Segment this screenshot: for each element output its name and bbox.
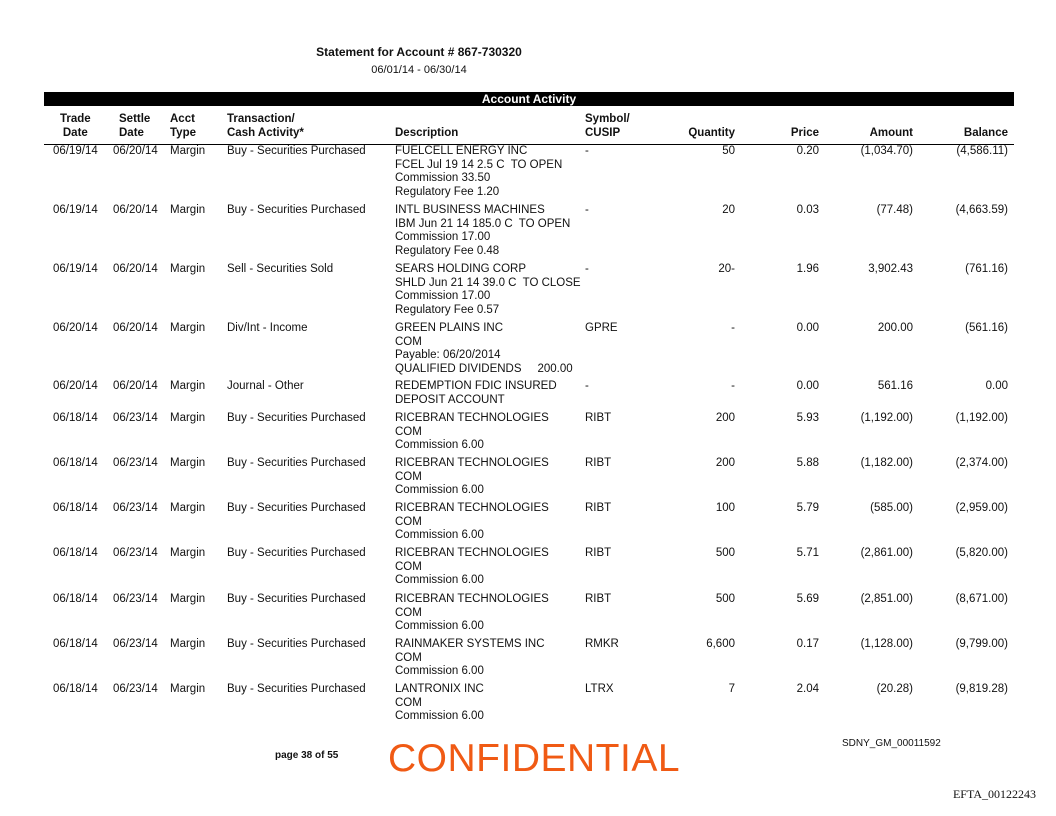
description-line: SHLD Jun 21 14 39.0 C TO CLOSE bbox=[395, 276, 581, 289]
description bbox=[395, 457, 549, 498]
balance: (761.16) bbox=[965, 263, 1008, 275]
balance: 0.00 bbox=[985, 380, 1008, 392]
quantity: 100 bbox=[715, 502, 735, 514]
description-line: Commission 17.00 bbox=[395, 290, 491, 302]
account-type: Margin bbox=[170, 145, 206, 157]
description bbox=[395, 593, 549, 634]
amount: 3,902.43 bbox=[868, 263, 913, 275]
price: 5.79 bbox=[796, 502, 819, 514]
transaction-type: Sell - Securities Sold bbox=[227, 263, 334, 275]
description bbox=[395, 322, 573, 376]
symbol: RMKR bbox=[585, 638, 619, 650]
amount: (1,034.70) bbox=[860, 145, 913, 157]
statement-period: 06/01/14 - 06/30/14 bbox=[371, 64, 467, 76]
description-line: Commission 33.50 bbox=[395, 172, 491, 184]
price: 2.04 bbox=[796, 683, 819, 695]
transaction-type: Buy - Securities Purchased bbox=[227, 412, 366, 424]
description bbox=[395, 204, 570, 258]
trade-date: 06/18/14 bbox=[53, 457, 98, 469]
col-transaction: Transaction/ Cash Activity* bbox=[227, 113, 304, 139]
balance: (9,819.28) bbox=[955, 683, 1008, 695]
trade-date: 06/18/14 bbox=[53, 638, 98, 650]
description-line: RICEBRAN TECHNOLOGIES bbox=[395, 547, 549, 559]
description bbox=[395, 502, 549, 543]
quantity: 20 bbox=[722, 204, 735, 216]
col-acct-type: Acct Type bbox=[170, 113, 196, 139]
description bbox=[395, 638, 545, 679]
symbol: RIBT bbox=[585, 502, 612, 514]
description-line: RICEBRAN TECHNOLOGIES bbox=[395, 502, 549, 514]
settle-date: 06/23/14 bbox=[113, 638, 158, 650]
description-line: COM bbox=[395, 606, 422, 619]
settle-date: 06/23/14 bbox=[113, 412, 158, 424]
balance: (2,374.00) bbox=[955, 457, 1008, 469]
description-line: Payable: 06/20/2014 bbox=[395, 349, 501, 361]
amount: 561.16 bbox=[877, 380, 913, 392]
balance: (4,663.59) bbox=[955, 204, 1008, 216]
trade-date: 06/19/14 bbox=[53, 145, 98, 157]
symbol: RIBT bbox=[585, 593, 612, 605]
description-line: REDEMPTION FDIC INSURED bbox=[395, 380, 557, 392]
account-type: Margin bbox=[170, 502, 206, 514]
col-balance: Balance bbox=[963, 127, 1008, 139]
col-trade-date: Trade Date bbox=[60, 113, 91, 139]
trade-date: 06/18/14 bbox=[53, 593, 98, 605]
settle-date: 06/23/14 bbox=[113, 547, 158, 559]
description-line: SEARS HOLDING CORP bbox=[395, 263, 526, 275]
description bbox=[395, 380, 557, 407]
price: 0.03 bbox=[796, 204, 819, 216]
account-type: Margin bbox=[170, 263, 206, 275]
amount: (2,851.00) bbox=[860, 593, 913, 605]
price: 0.00 bbox=[796, 380, 819, 392]
symbol: RIBT bbox=[585, 412, 612, 424]
description-line: IBM Jun 21 14 185.0 C TO OPEN bbox=[395, 217, 571, 230]
description-line: FCEL Jul 19 14 2.5 C TO OPEN bbox=[395, 158, 563, 171]
symbol: GPRE bbox=[585, 322, 618, 334]
quantity: 6,600 bbox=[706, 638, 735, 650]
symbol: - bbox=[585, 145, 589, 157]
balance: (9,799.00) bbox=[955, 638, 1008, 650]
amount: (585.00) bbox=[870, 502, 913, 514]
amount: (1,192.00) bbox=[860, 412, 913, 424]
statement-title: Statement for Account # 867-730320 bbox=[316, 45, 522, 59]
efta-number: EFTA_00122243 bbox=[952, 787, 1036, 801]
account-type: Margin bbox=[170, 593, 206, 605]
price: 0.20 bbox=[796, 145, 819, 157]
symbol: - bbox=[585, 263, 589, 275]
balance: (2,959.00) bbox=[955, 502, 1008, 514]
amount: (2,861.00) bbox=[860, 547, 913, 559]
description-line: Commission 6.00 bbox=[395, 620, 484, 632]
trade-date: 06/18/14 bbox=[53, 683, 98, 695]
settle-date: 06/20/14 bbox=[113, 322, 158, 334]
amount: (77.48) bbox=[876, 204, 913, 216]
price: 0.00 bbox=[796, 322, 819, 334]
description-line: COM bbox=[395, 515, 422, 528]
transaction-type: Buy - Securities Purchased bbox=[227, 502, 366, 514]
transaction-type: Buy - Securities Purchased bbox=[227, 547, 366, 559]
account-type: Margin bbox=[170, 638, 206, 650]
symbol: - bbox=[585, 204, 589, 216]
description-line: RICEBRAN TECHNOLOGIES bbox=[395, 593, 549, 605]
trade-date: 06/20/14 bbox=[53, 380, 98, 392]
account-type: Margin bbox=[170, 204, 206, 216]
balance: (4,586.11) bbox=[956, 145, 1008, 157]
description-line: COM bbox=[395, 651, 422, 664]
trade-date: 06/18/14 bbox=[53, 547, 98, 559]
description bbox=[395, 683, 484, 724]
description-line: COM bbox=[395, 470, 422, 483]
transaction-type: Buy - Securities Purchased bbox=[227, 593, 366, 605]
quantity: 200 bbox=[715, 457, 735, 469]
description-line: Commission 6.00 bbox=[395, 665, 484, 677]
settle-date: 06/23/14 bbox=[113, 502, 158, 514]
description-line: Commission 6.00 bbox=[395, 439, 484, 451]
description-line: GREEN PLAINS INC bbox=[395, 322, 503, 334]
symbol: RIBT bbox=[585, 547, 612, 559]
quantity: 50 bbox=[722, 145, 735, 157]
balance: (5,820.00) bbox=[955, 547, 1008, 559]
transaction-type: Div/Int - Income bbox=[227, 322, 308, 334]
description-line: Commission 17.00 bbox=[395, 231, 491, 243]
description-line: FUELCELL ENERGY INC bbox=[395, 145, 528, 157]
confidential-stamp: CONFIDENTIAL bbox=[388, 737, 681, 780]
trade-date: 06/20/14 bbox=[53, 322, 98, 334]
transaction-type: Buy - Securities Purchased bbox=[227, 145, 366, 157]
quantity: - bbox=[731, 380, 735, 392]
col-amount: Amount bbox=[869, 127, 913, 139]
trade-date: 06/18/14 bbox=[53, 502, 98, 514]
balance: (8,671.00) bbox=[955, 593, 1008, 605]
transaction-type: Buy - Securities Purchased bbox=[227, 204, 366, 216]
description bbox=[395, 263, 581, 317]
symbol: LTRX bbox=[585, 683, 614, 695]
page-number: page 38 of 55 bbox=[275, 750, 339, 761]
description-line: Commission 6.00 bbox=[395, 574, 484, 586]
quantity: 500 bbox=[715, 547, 735, 559]
account-type: Margin bbox=[170, 547, 206, 559]
symbol: RIBT bbox=[585, 457, 612, 469]
price: 5.71 bbox=[796, 547, 819, 559]
description-line: COM bbox=[395, 335, 422, 348]
transaction-type: Buy - Securities Purchased bbox=[227, 683, 366, 695]
description-line: INTL BUSINESS MACHINES bbox=[395, 204, 545, 216]
section-bar: Account Activity bbox=[44, 92, 1014, 106]
col-settle-date: Settle Date bbox=[119, 113, 151, 139]
symbol: - bbox=[585, 380, 589, 392]
trade-date: 06/19/14 bbox=[53, 204, 98, 216]
description-line: LANTRONIX INC bbox=[395, 683, 484, 695]
settle-date: 06/20/14 bbox=[113, 380, 158, 392]
account-type: Margin bbox=[170, 683, 206, 695]
description-line: COM bbox=[395, 425, 422, 438]
settle-date: 06/20/14 bbox=[113, 263, 158, 275]
description-line: QUALIFIED DIVIDENDS 200.00 bbox=[395, 362, 573, 375]
quantity: 500 bbox=[715, 593, 735, 605]
col-description: Description bbox=[395, 127, 459, 139]
description-line: DEPOSIT ACCOUNT bbox=[395, 393, 505, 406]
description-line: Commission 6.00 bbox=[395, 710, 484, 722]
transaction-type: Journal - Other bbox=[227, 380, 304, 392]
quantity: 7 bbox=[728, 683, 735, 695]
description-line: Regulatory Fee 0.57 bbox=[395, 303, 500, 316]
price: 5.88 bbox=[796, 457, 819, 469]
description-line: Regulatory Fee 0.48 bbox=[395, 244, 500, 257]
settle-date: 06/23/14 bbox=[113, 683, 158, 695]
description-line: COM bbox=[395, 560, 422, 573]
col-symbol: Symbol/ CUSIP bbox=[585, 113, 630, 139]
description-line: RAINMAKER SYSTEMS INC bbox=[395, 638, 545, 650]
description-line: Commission 6.00 bbox=[395, 529, 484, 541]
col-quantity: Quantity bbox=[688, 127, 735, 139]
bates-number: SDNY_GM_00011592 bbox=[842, 738, 941, 749]
amount: 200.00 bbox=[877, 322, 913, 334]
description-line: COM bbox=[395, 696, 422, 709]
account-type: Margin bbox=[170, 457, 206, 469]
amount: (20.28) bbox=[876, 683, 913, 695]
settle-date: 06/23/14 bbox=[113, 593, 158, 605]
quantity: 20- bbox=[718, 263, 735, 275]
quantity: - bbox=[731, 322, 735, 334]
description-line: RICEBRAN TECHNOLOGIES bbox=[395, 412, 549, 424]
description bbox=[395, 412, 549, 453]
description bbox=[395, 547, 549, 588]
amount: (1,128.00) bbox=[860, 638, 913, 650]
settle-date: 06/20/14 bbox=[113, 145, 158, 157]
price: 0.17 bbox=[796, 638, 819, 650]
description-line: Regulatory Fee 1.20 bbox=[395, 185, 500, 198]
transaction-type: Buy - Securities Purchased bbox=[227, 638, 366, 650]
price: 1.96 bbox=[796, 263, 819, 275]
balance: (1,192.00) bbox=[955, 412, 1008, 424]
amount: (1,182.00) bbox=[860, 457, 913, 469]
description-line: RICEBRAN TECHNOLOGIES bbox=[395, 457, 549, 469]
settle-date: 06/20/14 bbox=[113, 204, 158, 216]
balance: (561.16) bbox=[965, 322, 1008, 334]
price: 5.69 bbox=[796, 593, 819, 605]
settle-date: 06/23/14 bbox=[113, 457, 158, 469]
account-type: Margin bbox=[170, 412, 206, 424]
trade-date: 06/19/14 bbox=[53, 263, 98, 275]
description bbox=[395, 145, 562, 199]
quantity: 200 bbox=[715, 412, 735, 424]
price: 5.93 bbox=[796, 412, 819, 424]
account-type: Margin bbox=[170, 322, 206, 334]
account-type: Margin bbox=[170, 380, 206, 392]
description-line: Commission 6.00 bbox=[395, 484, 484, 496]
trade-date: 06/18/14 bbox=[53, 412, 98, 424]
col-price: Price bbox=[790, 127, 819, 139]
transaction-type: Buy - Securities Purchased bbox=[227, 457, 366, 469]
